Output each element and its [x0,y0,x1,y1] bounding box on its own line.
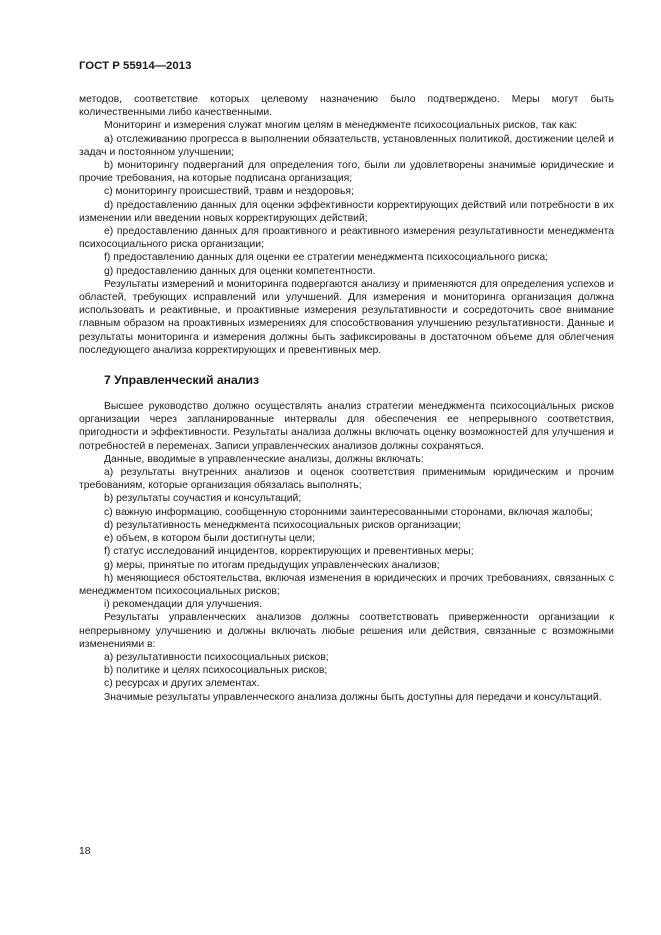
list-item: a) результативности психосоциальных рисков; [104,651,329,663]
section-heading: 7 Управленческий анализ [104,373,260,388]
list-item: g) меры, принятые по итогам предыдущих управленческих анализов; [104,559,440,571]
list-item: a) результаты внутренних анализов и оценок соответствия применимым юридическим и прочим требованиям, которые организация обязалась выполнять; [79,467,614,492]
list-item: a) отслеживанию прогресса в выполнении обязательств, установленных политикой, достижении целей и задач и постоянном улучшении; [79,133,614,158]
paragraph-monitoring-lead: Мониторинг и измерения служат многим целям в менеджменте психосоциальных рисков, так как: [104,120,578,132]
list-item: b) мониторингу подверганий для определения того, были ли удовлетворены значимые юридические и прочие требования, на которые подписана организация; [79,160,614,185]
list-item: b) политике и целях психосоциальных рисков; [104,665,328,677]
list-item: d) предоставлению данных для оценки эффективности корректирующих действий или потребности в их изменении или введении новых корректирующих действий; [79,199,614,224]
list-item: b) результаты соучастия и консультаций; [104,493,302,505]
paragraph-management-review: Высшее руководство должно осуществлять анализ стратегии менеджмента психосоциальных рисков организации через запланированные интервалы для обеспечения ее непрерывного соответствия, пригодности и эффективности. Результаты анализа должны включать оценку возможностей для улучшения и потребностей в переменах. Записи управленческих анализов должны сохраняться. [79,401,614,452]
list-item: c) важную информацию, сообщенную сторонними заинтересованными сторонами, включая жалобы; [104,506,593,518]
list-item: i) рекомендации для улучшения. [104,599,263,611]
paragraph-outputs-lead: Результаты управленческих анализов должны соответствовать приверженности организации к непрерывному улучшению и должны включать любые решения или действия, связанные с возможными изменениями в: [79,612,614,650]
paragraph-results: Результаты измерений и мониторинга подвергаются анализу и применяются для определения успехов и областей, требующих исправлений или улучшений. Для измерения и мониторинга организация должна использовать и реактивные, и проактивные измерения результативности и сосредоточить свое внимание главным образом на проактивных измерениях для способствования улучшению результативности. Данные и результаты мониторинга и измерения должны быть зафиксированы в достаточном объеме для облегчения последующего анализа корректирующих и превентивных мер. [79,278,614,356]
page-content [79,93,614,704]
paragraph-inputs-lead: Данные, вводимые в управленческие анализы, должны включать: [104,453,424,465]
list-item: e) объем, в котором были достигнуты цели; [104,533,315,545]
list-item: c) мониторингу происшествий, травм и нездоровья; [104,186,354,198]
page-number: 18 [79,846,91,857]
list-item: g) предоставлению данных для оценки компетентности. [104,265,376,277]
list-item: f) предоставлению данных для оценки ее стратегии менеджмента психосоциального риска; [104,252,549,264]
list-item: e) предоставлению данных для проактивного и реактивного измерения результативности менеджмента психосоциального риска организации; [79,226,614,251]
list-item: h) меняющиеся обстоятельства, включая изменения в юридических и прочих требованиях, связанных с менеджментом психосоциальных рисков; [79,572,614,597]
document-code: ГОСТ Р 55914—2013 [79,60,192,72]
paragraph-significant-results: Значимые результаты управленческого анализа должны быть доступны для передачи и консультаций. [104,691,602,703]
paragraph-continuation: методов, соответствие которых целевому назначению было подтверждено. Меры могут быть количественными либо качественными. [79,94,614,119]
list-item: c) ресурсах и других элементах. [104,678,260,690]
list-item: f) статус исследований инцидентов, корректирующих и превентивных меры; [104,546,474,558]
list-item: d) результативность менеджмента психосоциальных рисков организации; [104,519,461,531]
